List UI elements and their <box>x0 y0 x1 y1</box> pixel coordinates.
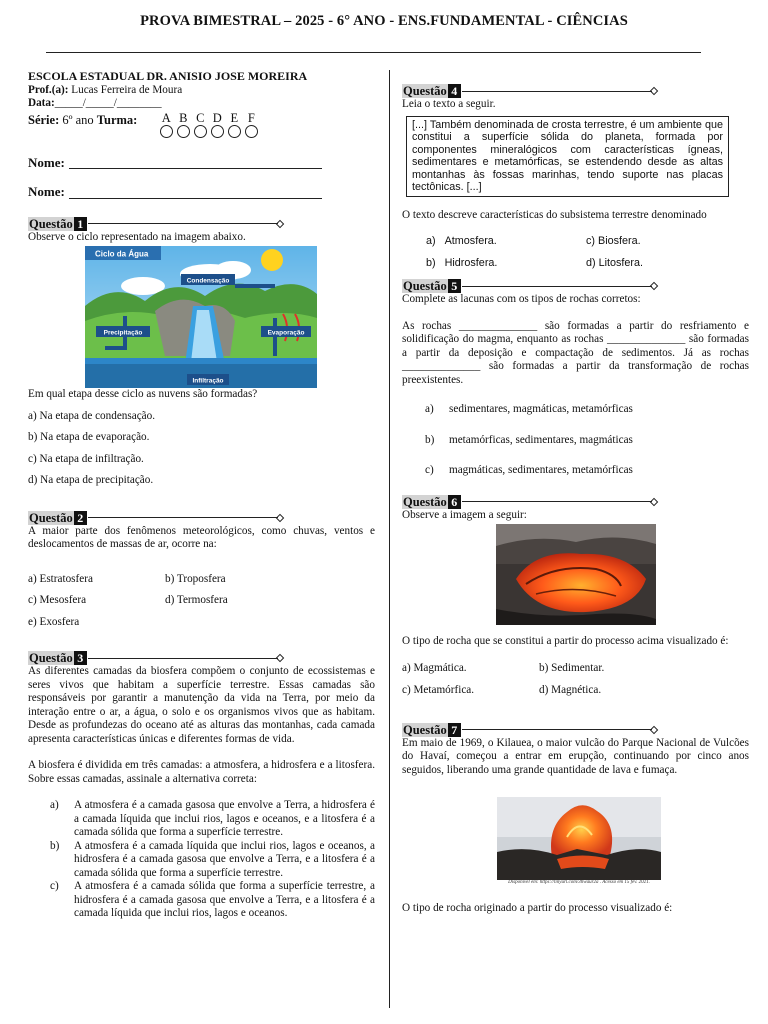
question-4-option-c[interactable]: c) Biosfera. <box>586 235 641 247</box>
question-6-option-a[interactable]: a) Magmática. <box>402 661 467 674</box>
question-4-prompt: Leia o texto a seguir. <box>402 98 496 110</box>
turma-option-a[interactable]: A <box>159 112 173 138</box>
question-2-option-b[interactable]: b) Troposfera <box>165 572 226 585</box>
lava-flow-image <box>496 524 656 625</box>
image-title: Ciclo da Água <box>95 249 149 259</box>
question-6-options <box>402 662 749 698</box>
question-5-option-a[interactable]: a) sedimentares, magmáticas, metamórficas <box>425 403 633 415</box>
question-3-text: As diferentes camadas da biosfera compõem o conjunto de ecossistemas e seres vivos que habitam a superfície terrestre. Essas camadas são responsáveis por garantir a manutenção da vida na Terra, por meio da interação entre o ar, a água, o solo e os organismos vivos que as habitam. Desde as profundezas do oceano até as alturas das montanhas, cada camada apresenta características únicas e diferentes formas de vida. <box>28 665 375 745</box>
question-5-option-c[interactable]: c) magmáticas, sedimentares, metamórficas <box>425 464 633 476</box>
teacher-line: Prof.(a): Lucas Ferreira de Moura <box>28 83 183 96</box>
question-1-option-c[interactable]: c) Na etapa de infiltração. <box>28 452 144 465</box>
turma-option-c[interactable]: C <box>193 112 207 138</box>
question-2-option-a[interactable]: a) Estratosfera <box>28 572 93 585</box>
question-4-options <box>426 235 749 270</box>
question-6-prompt: Observe a imagem a seguir: <box>402 508 527 521</box>
volcano-eruption-illustration <box>497 797 661 880</box>
question-6-header: Questão 6 <box>402 495 749 509</box>
question-7-question: O tipo de rocha originado a partir do processo visualizado é: <box>402 902 673 914</box>
question-1-option-b[interactable]: b) Na etapa de evaporação. <box>28 431 150 443</box>
turma-option-f[interactable]: F <box>244 112 258 138</box>
question-2-option-c[interactable]: c) Mesosfera <box>28 594 87 606</box>
school-name: ESCOLA ESTADUAL DR. ANISIO JOSE MOREIRA <box>28 69 308 83</box>
svg-text:Condensação: Condensação <box>186 277 230 285</box>
question-2-option-e[interactable]: e) Exosfera <box>28 615 80 628</box>
sun-icon <box>261 249 283 271</box>
turma-option-d[interactable]: D <box>210 112 224 138</box>
question-1-header: Questão 1 <box>28 217 375 231</box>
exam-title: PROVA BIMESTRAL – 2025 - 6° ANO - ENS.FUNDAMENTAL - CIÊNCIAS <box>140 13 628 29</box>
question-3-instruction: A biosfera é dividida em três camadas: a atmosfera, a hidrosfera e a litosfera. Sobre essas camadas, assinale a alternativa correta: <box>28 759 375 785</box>
volcano-eruption-image <box>497 797 661 880</box>
right-column <box>402 84 749 916</box>
question-4-option-d[interactable]: d) Litosfera. <box>586 256 644 269</box>
question-1-options <box>28 410 375 488</box>
water-cycle-image <box>85 246 317 388</box>
question-6-option-b[interactable]: b) Sedimentar. <box>539 661 605 674</box>
title-divider <box>46 52 701 53</box>
question-3-options <box>28 799 375 921</box>
question-2-options <box>28 573 375 630</box>
question-1-option-a[interactable]: a) Na etapa de condensação. <box>28 409 156 422</box>
question-4-quote: [...] Também denominada de crosta terrestre, é um ambiente que constitui a superfície sólida do planeta, formada por componentes mineralógicos com características ígneas, sedimentares e metamórficas, se estendendo desde as altas montanhas às fossas marinhas, tendo suporte nas placas tectônicas. [...] <box>406 116 729 197</box>
question-5-prompt: Complete as lacunas com os tipos de rochas corretos: <box>402 293 641 305</box>
turma-option-e[interactable]: E <box>227 112 241 138</box>
column-divider <box>389 70 390 1008</box>
question-2-prompt: A maior parte dos fenômenos meteorológicos, como chuvas, ventos e deslocamentos de massas de ar, ocorre na: <box>28 524 375 550</box>
question-4-question: O texto descreve características do subsistema terrestre denominado <box>402 208 707 221</box>
question-4-option-b[interactable]: b) Hidrosfera. <box>426 256 498 269</box>
question-7-text: Em maio de 1969, o Kilauea, o maior vulcão do Parque Nacional de Vulcões do Havaí, começou a entrar em erupção, continuando por cinco anos seguidos, liberando uma grande quantidade de lava e fumaça. <box>402 736 749 776</box>
question-1-question: Em qual etapa desse ciclo as nuvens são formadas? <box>28 388 258 400</box>
question-4-option-a[interactable]: a) Atmosfera. <box>426 235 497 247</box>
left-column <box>28 70 375 921</box>
question-4-header: Questão 4 <box>402 84 749 98</box>
question-5-text: As rochas ______________ são formadas a partir do resfriamento e solidificação do magma, enquanto as rochas ______________ são formadas a partir da deposição e compactação de sedimentos. Já as rochas ______________ são formadas a partir da transformação de rochas preexistentes. <box>402 319 749 386</box>
question-7-header: Questão 7 <box>402 723 749 737</box>
question-5-option-b[interactable]: b) metamórficas, sedimentares, magmáticas <box>425 433 633 446</box>
water-cycle-illustration <box>85 246 317 388</box>
question-1-prompt: Observe o ciclo representado na imagem abaixo. <box>28 230 246 243</box>
serie-line: Série: 6º ano Turma: A B C D E F <box>28 114 375 138</box>
svg-text:Evaporação: Evaporação <box>267 329 305 337</box>
question-5-header: Questão 5 <box>402 279 749 293</box>
question-6-option-c[interactable]: c) Metamórfica. <box>402 684 475 696</box>
question-3-header: Questão 3 <box>28 651 375 665</box>
question-2-option-d[interactable]: d) Termosfera <box>165 594 228 606</box>
name-field-2[interactable]: Nome: <box>28 185 375 199</box>
question-1-option-d[interactable]: d) Na etapa de precipitação. <box>28 474 154 486</box>
question-3-option-a[interactable]: a) A atmosfera é a camada gasosa que envolve a Terra, a hidrosfera é a camada líquida que inclui rios, lagos e oceanos, e a litosfera é a camada sólida que forma a superfície terrestre. <box>50 799 375 838</box>
turma-option-b[interactable]: B <box>176 112 190 138</box>
svg-text:Precipitação: Precipitação <box>103 329 143 337</box>
question-6-option-d[interactable]: d) Magnética. <box>539 684 602 696</box>
question-5-options <box>425 403 749 478</box>
date-line[interactable]: Data:_____/_____/________ <box>28 97 162 109</box>
svg-text:Infiltração: Infiltração <box>192 377 224 385</box>
name-field-1[interactable]: Nome: <box>28 156 375 170</box>
turma-bubbles <box>159 112 258 138</box>
question-3-option-b[interactable]: b) A atmosfera é a camada líquida que inclui rios, lagos e oceanos, a hidrosfera é a camada gasosa que envolve a Terra, e a litosfera é a camada sólida que forma a superfície terrestre. <box>50 839 375 879</box>
teacher-name: Lucas Ferreira de Moura <box>71 83 183 96</box>
image-credit: Disponível em: https://tinyurl.com/3hwaur2a . Acesso em 15 fev. 2021. <box>508 880 650 885</box>
question-3-option-c[interactable]: c) A atmosfera é a camada sólida que forma a superfície terrestre, a hidrosfera é a camada gasosa que envolve a Terra, e a litosfera é a camada líquida que inclui rios, lagos e oceanos. <box>50 880 375 919</box>
lava-flow-illustration <box>496 524 656 625</box>
question-6-question: O tipo de rocha que se constitui a partir do processo acima visualizado é: <box>402 635 729 647</box>
question-2-header: Questão 2 <box>28 511 375 525</box>
